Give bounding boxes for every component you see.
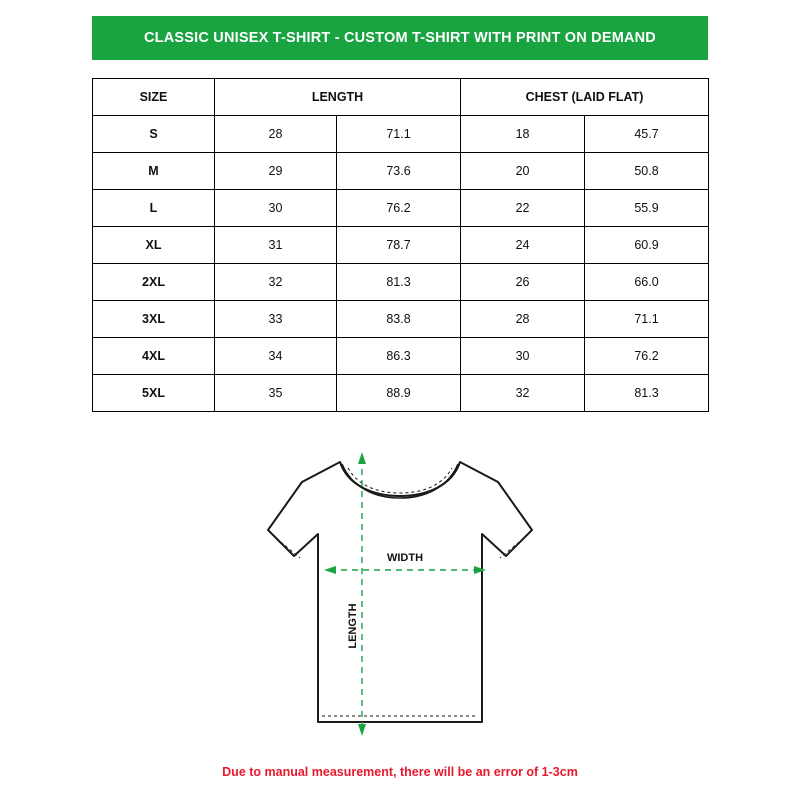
table-row xyxy=(93,375,709,412)
cell-chest-cm: 66.0 xyxy=(585,264,709,301)
cell-length-in: 34 xyxy=(215,338,337,375)
cell-size: 2XL xyxy=(93,264,215,301)
length-arrow-bottom xyxy=(358,724,366,736)
cell-length-in: 29 xyxy=(215,153,337,190)
cell-chest-in: 22 xyxy=(461,190,585,227)
table-row xyxy=(93,190,709,227)
cell-length-cm: 73.6 xyxy=(337,153,461,190)
cell-chest-in: 32 xyxy=(461,375,585,412)
cell-chest-cm: 71.1 xyxy=(585,301,709,338)
cell-size: 4XL xyxy=(93,338,215,375)
cell-chest-in: 18 xyxy=(461,116,585,153)
length-label: LENGTH xyxy=(347,603,359,649)
table-row xyxy=(93,338,709,375)
measurement-note: Due to manual measurement, there will be an error of 1-3cm xyxy=(222,765,578,779)
cell-length-in: 35 xyxy=(215,375,337,412)
cell-chest-in: 28 xyxy=(461,301,585,338)
cell-chest-cm: 76.2 xyxy=(585,338,709,375)
table-row xyxy=(93,153,709,190)
column-header-length: LENGTH xyxy=(215,79,461,116)
column-header-size: SIZE xyxy=(93,79,215,116)
cell-length-in: 31 xyxy=(215,227,337,264)
cell-chest-cm: 60.9 xyxy=(585,227,709,264)
cell-length-cm: 71.1 xyxy=(337,116,461,153)
table-row xyxy=(93,264,709,301)
table-row xyxy=(93,116,709,153)
cell-chest-cm: 45.7 xyxy=(585,116,709,153)
cell-length-cm: 86.3 xyxy=(337,338,461,375)
size-chart-table xyxy=(92,78,709,412)
cell-size: M xyxy=(93,153,215,190)
column-header-chest: CHEST (LAID FLAT) xyxy=(461,79,709,116)
page-title: CLASSIC UNISEX T-SHIRT - CUSTOM T-SHIRT WITH PRINT ON DEMAND xyxy=(144,30,656,46)
header-banner xyxy=(92,16,708,60)
cell-size: L xyxy=(93,190,215,227)
cell-size: S xyxy=(93,116,215,153)
cell-length-in: 28 xyxy=(215,116,337,153)
table-header-row xyxy=(93,79,709,116)
cell-size: XL xyxy=(93,227,215,264)
table-row xyxy=(93,301,709,338)
width-label: WIDTH xyxy=(386,552,424,564)
cell-length-cm: 88.9 xyxy=(337,375,461,412)
cell-chest-in: 26 xyxy=(461,264,585,301)
cell-length-in: 33 xyxy=(215,301,337,338)
cell-chest-cm: 50.8 xyxy=(585,153,709,190)
cell-size: 5XL xyxy=(93,375,215,412)
cell-chest-cm: 81.3 xyxy=(585,375,709,412)
cell-length-cm: 81.3 xyxy=(337,264,461,301)
cell-chest-cm: 55.9 xyxy=(585,190,709,227)
cell-size: 3XL xyxy=(93,301,215,338)
tshirt-diagram xyxy=(230,430,570,750)
cell-chest-in: 30 xyxy=(461,338,585,375)
table-row xyxy=(93,227,709,264)
cell-length-cm: 78.7 xyxy=(337,227,461,264)
shirt-outline xyxy=(268,462,532,722)
cell-length-in: 32 xyxy=(215,264,337,301)
cell-length-in: 30 xyxy=(215,190,337,227)
length-arrow-top xyxy=(358,452,366,464)
cell-length-cm: 83.8 xyxy=(337,301,461,338)
cell-chest-in: 24 xyxy=(461,227,585,264)
cell-chest-in: 20 xyxy=(461,153,585,190)
cell-length-cm: 76.2 xyxy=(337,190,461,227)
